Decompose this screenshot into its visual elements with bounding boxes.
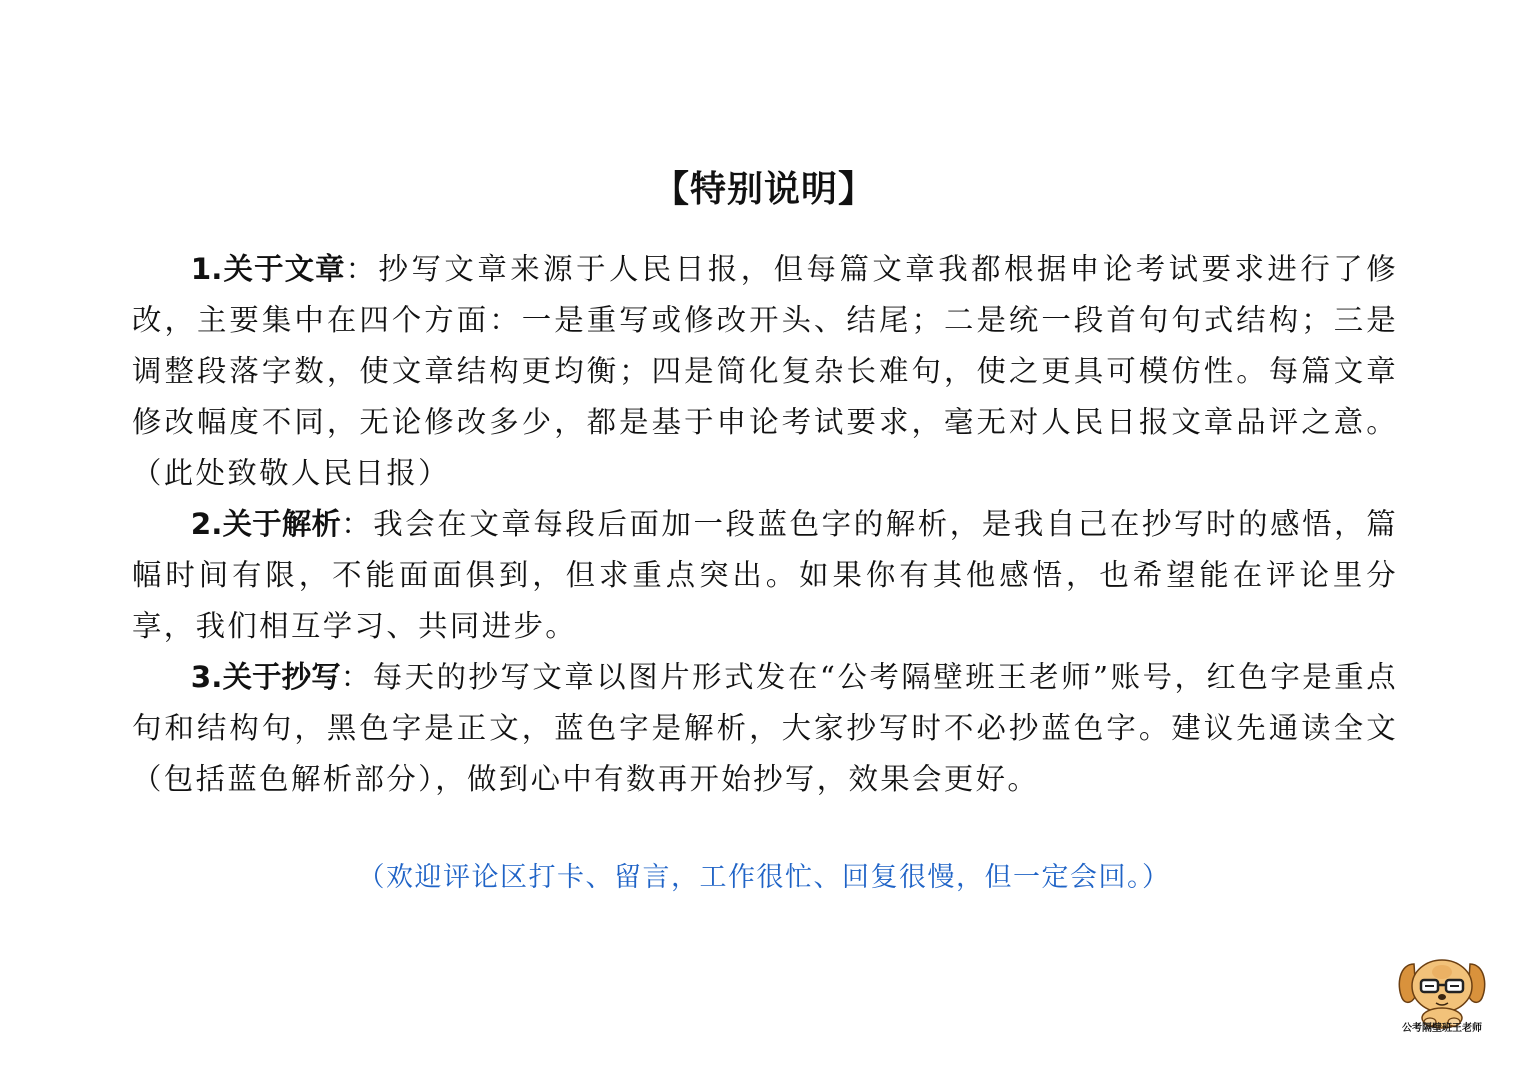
- paragraph-article: [132, 244, 1398, 499]
- paragraph-text: ：每天的抄写文章以图片形式发在“公考隔壁班王老师”账号，红色字是重点句和结构句，黑色字是正文，蓝色字是解析，大家抄写时不必抄蓝色字。建议先通读全文（包括蓝色解析部分），做到心中有数再开始抄写，效果会更好。: [132, 660, 1398, 796]
- paragraph-copying: [132, 652, 1398, 805]
- paragraph-analysis: [132, 499, 1398, 652]
- comment-note: （欢迎评论区打卡、留言，工作很忙、回复很慢，但一定会回。）: [357, 862, 1171, 893]
- notice-body: [132, 244, 1398, 805]
- paragraph-lead: 1.关于文章: [190, 252, 346, 286]
- paragraph-text: ：我会在文章每段后面加一段蓝色字的解析，是我自己在抄写时的感悟，篇幅时间有限，不能面面俱到，但求重点突出。如果你有其他感悟，也希望能在评论里分享，我们相互学习、共同进步。: [132, 507, 1398, 643]
- paragraph-lead: 2.关于解析: [190, 507, 342, 541]
- brand-logo-text: 公考隔壁班王老师: [1402, 1023, 1482, 1034]
- paragraph-lead: 3.关于抄写: [190, 660, 341, 694]
- paragraph-text: ：抄写文章来源于人民日报，但每篇文章我都根据申论考试要求进行了修改，主要集中在四个方面：一是重写或修改开头、结尾；二是统一段首句句式结构；三是调整段落字数，使文章结构更均衡；四是简化复杂长难句，使之更具可模仿性。每篇文章修改幅度不同，无论修改多少，都是基于申论考试要求，毫无对人民日报文章品评之意。（此处致敬人民日报）: [132, 252, 1398, 490]
- page-title: 【特别说明】: [652, 169, 875, 210]
